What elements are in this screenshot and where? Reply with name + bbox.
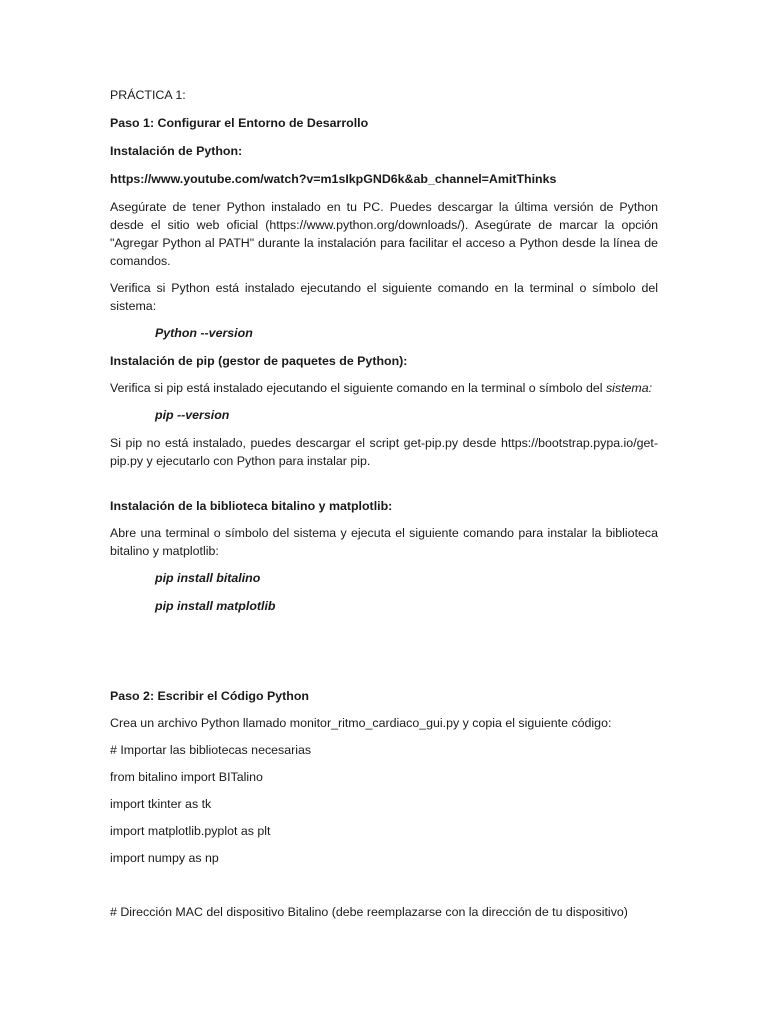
- create-file-paragraph: Crea un archivo Python llamado monitor_ritmo_cardiaco_gui.py y copia el siguiente código:: [110, 716, 612, 730]
- step1-heading: Paso 1: Configurar el Entorno de Desarrollo: [110, 116, 369, 130]
- code-line: import numpy as np: [110, 851, 219, 865]
- code-line: from bitalino import BITalino: [110, 770, 263, 784]
- verify-pip-paragraph-sistema: sistema:: [605, 381, 653, 395]
- document-content: [110, 86, 658, 921]
- libraries-heading: Instalación de la biblioteca bitalino y matplotlib:: [110, 499, 393, 513]
- pip-install-matplotlib-command: pip install matplotlib: [155, 599, 276, 613]
- verify-python-paragraph: Verifica si Python está instalado ejecutando el siguiente comando en la terminal o símbolo del sistema:: [110, 281, 658, 313]
- python-install-heading: Instalación de Python:: [110, 144, 243, 158]
- pip-version-command: pip --version: [155, 408, 230, 422]
- code-line: import tkinter as tk: [110, 797, 212, 811]
- code-line: import matplotlib.pyplot as plt: [110, 824, 271, 838]
- practice-title: PRÁCTICA 1:: [110, 88, 186, 102]
- python-tutorial-link[interactable]: https://www.youtube.com/watch?v=m1sIkpGND6k&ab_channel=AmitThinks: [110, 172, 557, 186]
- verify-pip-paragraph-text: Verifica si pip está instalado ejecutando el siguiente comando en la terminal o símbolo del: [110, 381, 603, 395]
- pip-install-bitalino-command: pip install bitalino: [155, 571, 261, 585]
- verify-pip-paragraph: [110, 379, 658, 397]
- code-line: # Importar las bibliotecas necesarias: [110, 743, 312, 757]
- pip-heading: Instalación de pip (gestor de paquetes de Python):: [110, 354, 408, 368]
- python-install-paragraph: Asegúrate de tener Python instalado en tu PC. Puedes descargar la última versión de Python desde el sitio web oficial (https://www.python.org/downloads/). Asegúrate de marcar la opción "Agregar Python al PATH" durante la instalación para facilitar el acceso a Python desde la línea de comandos.: [110, 200, 658, 268]
- libraries-paragraph: Abre una terminal o símbolo del sistema y ejecuta el siguiente comando para instalar la biblioteca bitalino y matplotlib:: [110, 526, 658, 558]
- pip-install-paragraph: Si pip no está instalado, puedes descargar el script get-pip.py desde https://bootstrap.pypa.io/get-pip.py y ejecutarlo con Python para instalar pip.: [110, 436, 658, 468]
- step2-heading: Paso 2: Escribir el Código Python: [110, 689, 309, 703]
- python-version-command: Python --version: [155, 326, 253, 340]
- mac-address-comment: # Dirección MAC del dispositivo Bitalino (debe reemplazarse con la dirección de tu dispositivo): [110, 905, 628, 919]
